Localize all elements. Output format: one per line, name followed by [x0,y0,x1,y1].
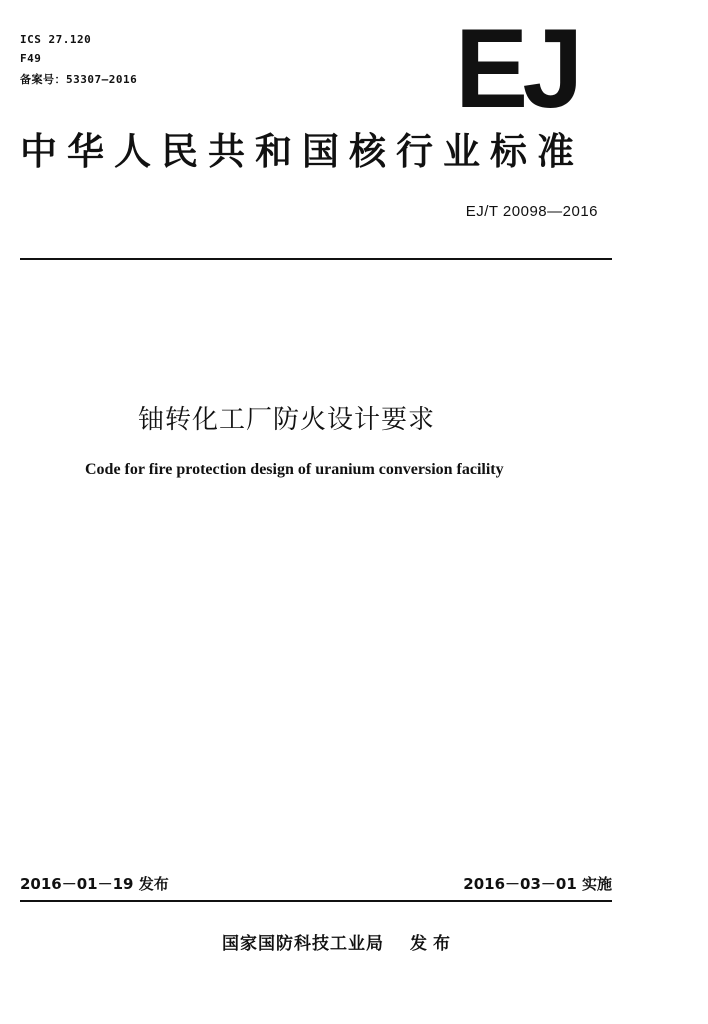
standard-number: EJ/T 20098—2016 [465,203,598,220]
standard-type-heading: 中华人民共和国核行业标准 [20,130,584,173]
top-divider [20,258,612,260]
record-number: 备案号：53307—2016 [20,73,138,86]
publisher-name: 国家国防科技工业局 [222,934,384,954]
english-title: Code for fire protection design of uranium conversion facility [85,461,504,478]
publisher-action: 发布 [410,934,456,954]
chinese-title: 铀转化工厂防火设计要求 [138,405,436,435]
bottom-divider [20,900,612,902]
ej-logo: EJ [455,6,578,131]
ics-code: ICS 27.120 [20,33,92,46]
publish-date: 2016－01－19 发布 [20,875,169,893]
implement-date: 2016－03－01 实施 [463,875,612,893]
classification-code: F49 [20,52,42,65]
